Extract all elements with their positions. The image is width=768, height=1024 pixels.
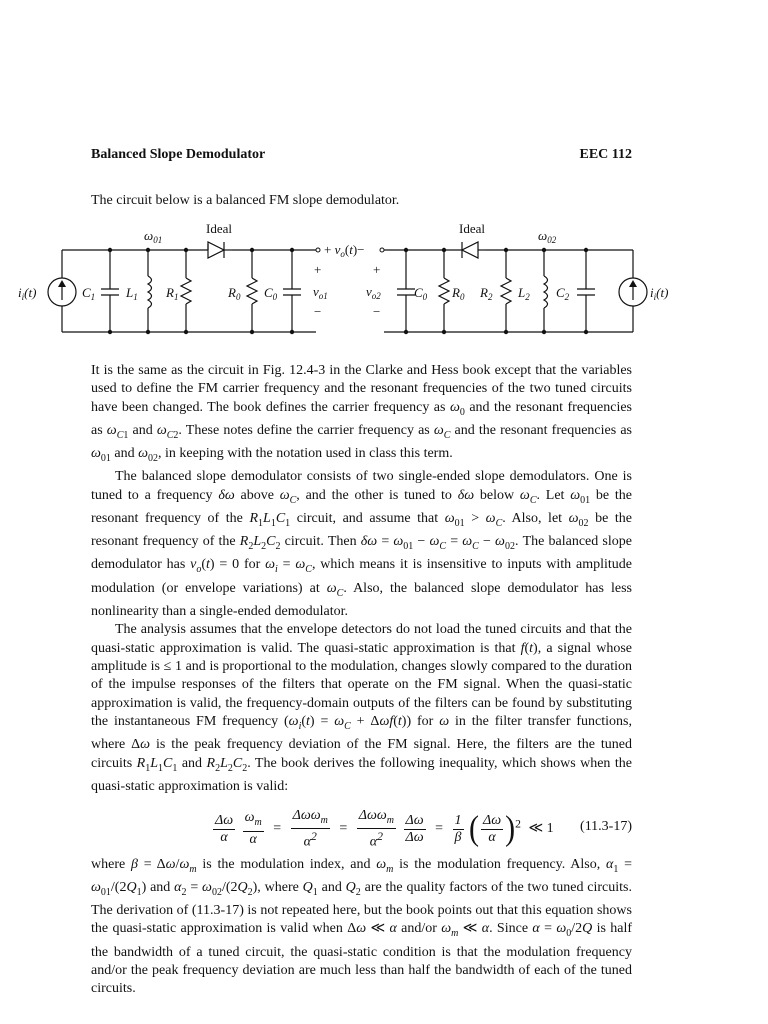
r1-label: $R_1$ bbox=[166, 285, 179, 302]
c2-label: $C_2$ bbox=[556, 285, 570, 302]
equation-11-3-17 bbox=[91, 802, 632, 852]
paragraph-1: It is the same as the circuit in Fig. 12.4-3 in the Clarke and Hess book except that the variables used to define the FM carrier frequency and the resonant frequencies of the two tuned circuits have been changed. The book defines the carrier frequency as $\omega_0$ and the resonant frequencies as $\omega_{C1}$ and $\omega_{C2}$. These notes define the carrier frequency as $\omega_C$ and the resonant frequencies as $\omega_{01}$ and $\omega_{02}$, in keeping with the notation used in class this term. bbox=[91, 363, 633, 465]
r0-left-label: $R_0$ bbox=[228, 285, 241, 302]
equation-number: (11.3-17) bbox=[580, 818, 632, 834]
source-left-label: $i_i(t)$ bbox=[18, 285, 37, 302]
vo1-plus: + bbox=[314, 262, 322, 277]
source-right-label: $i_i(t)$ bbox=[650, 285, 669, 302]
vo-label: + $v_o(t)-$ bbox=[324, 242, 365, 259]
r0-right-label: $R_0$ bbox=[452, 285, 465, 302]
intro-sentence: The circuit below is a balanced FM slope demodulator. bbox=[91, 193, 400, 208]
diode-right-label: Ideal bbox=[459, 221, 485, 236]
body-text bbox=[91, 362, 632, 999]
diode-left-label: Ideal bbox=[206, 221, 232, 236]
vo2-plus: + bbox=[373, 262, 381, 277]
vo2-label: $v_{o2}$ bbox=[366, 284, 381, 301]
l1-label: $L_1$ bbox=[126, 285, 138, 302]
vo1-label: $v_{o1}$ bbox=[313, 284, 328, 301]
equation-body: $\frac{\Delta\omega}{\alpha}$ $\frac{\omega_m}{\alpha}$ = $\frac{\Delta\omega\omega_m}{\alpha^2}$ = $\frac{\Delta\omega\omega_m}{\alpha^2}$ $\frac{\Delta\omega}{\Delta\omega}$ = $\frac{1}{\beta}$ ( $\frac{\Delta\omega}{\alpha}$ )$^2$ ≪ 1 bbox=[215, 807, 554, 850]
w01-label: $\omega_{01}$ bbox=[144, 228, 163, 245]
paragraph-2: The balanced slope demodulator consists of two single-ended slope demodulators. One is tuned to a frequency δω above $\omega_C$, and the other is tuned to δω below $\omega_C$. Let $\omega_{01}$ be the resonant frequency of the $R_1L_1C_1$ circuit, and assume that $\omega_{01} > \omega_C$. Also, let $\omega_{02}$ be the resonant frequency of the $R_2L_2C_2$ circuit. Then $\delta\omega = \omega_{01} - \omega_C = \omega_C - \omega_{02}$. The balanced slope demodulator has $v_o(t) = 0$ for $\omega_i = \omega_C$, which means it is insensitive to inputs with amplitude modulation (or envelope variations) at $\omega_C$. Also, the balanced slope demodulator has less nonlinearity than a single-ended demodulator. bbox=[91, 469, 633, 619]
vo2-minus: − bbox=[373, 304, 381, 319]
c1-label: $C_1$ bbox=[82, 285, 96, 302]
paragraph-4: where $\beta = \Delta\omega/\omega_m$ is the modulation index, and $\omega_m$ is the modulation frequency. Also, $\alpha_1 = \omega_{01}/(2Q_1)$ and $\alpha_2 = \omega_{02}/(2Q_2)$, where $Q_1$ and $Q_2$ are the quality factors of the two tuned circuits. The derivation of (11.3-17) is not repeated here, but the book points out that this equation shows the quasi-static approximation is valid when Δω ≪ α and/or $\omega_m$ ≪ α. Since $\alpha = \omega_0/2Q$ is half the bandwidth of a tuned circuit, the quasi-static condition is that the modulation frequency and/or the peak frequency deviation are much less than half the bandwidth of each of the tuned circuits. bbox=[91, 856, 633, 997]
page-header bbox=[91, 147, 632, 167]
c0-right-label: $C_0$ bbox=[414, 285, 428, 302]
paragraph-3: The analysis assumes that the envelope detectors do not load the tuned circuits and that the quasi-static approximation is valid. The quasi-static approximation is that f(t), a signal whose amplitude is ≤ 1 and is proportional to the modulation, changes slowly compared to the duration of the impulse responses of the filters that operate on the FM signal. When the quasi-static approximation is valid, the frequency-domain outputs of the filters can be found by substituting the instantaneous FM frequency $(\omega_i(t) = \omega_C + \Delta\omega f(t))$ for ω in the filter transfer functions, where Δω is the peak frequency deviation of the FM signal. Here, the filters are the tuned circuits $R_1L_1C_1$ and $R_2L_2C_2$. The book derives the following inequality, which shows when the quasi-static approximation is valid: bbox=[91, 622, 633, 795]
l2-label: $L_2$ bbox=[518, 285, 530, 302]
document-title: Balanced Slope Demodulator bbox=[91, 147, 266, 162]
circuit-diagram bbox=[10, 218, 758, 338]
w02-label: $\omega_{02}$ bbox=[538, 228, 557, 245]
course-label: EEC 112 bbox=[579, 147, 632, 162]
r2-label: $R_2$ bbox=[480, 285, 493, 302]
c0-left-label: $C_0$ bbox=[264, 285, 278, 302]
vo1-minus: − bbox=[314, 304, 322, 319]
